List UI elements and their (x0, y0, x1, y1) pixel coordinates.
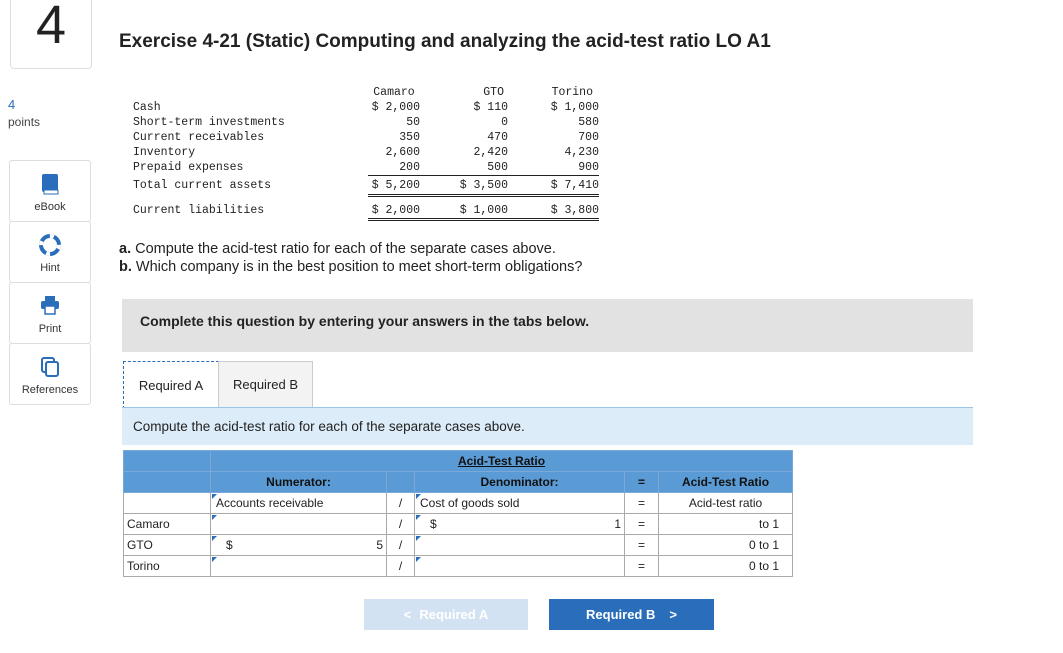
printer-icon (39, 295, 61, 320)
cell-value: 900 (508, 160, 599, 176)
denominator-input[interactable] (415, 556, 625, 577)
hint-button[interactable] (9, 221, 91, 283)
prev-label: Required A (419, 607, 489, 622)
financial-data-table (133, 85, 599, 221)
cell-value: $ 7,410 (508, 176, 599, 196)
ebook-label: eBook (34, 201, 66, 213)
row-label: Short-term investments (133, 116, 285, 129)
equals: = (625, 514, 659, 535)
cell-value: $ 110 (473, 101, 508, 114)
cell-value: 50 (406, 116, 420, 129)
row-label: Total current assets (133, 179, 272, 192)
header-camaro: Camaro (373, 86, 415, 99)
numerator-label-input[interactable]: Accounts receivable (211, 493, 387, 514)
equals: = (625, 535, 659, 556)
cell-value: 2,600 (385, 146, 420, 159)
equals: = (625, 556, 659, 577)
company-label: Camaro (124, 514, 211, 535)
row-label: Prepaid expenses (133, 161, 244, 175)
slash: / (387, 556, 415, 577)
print-label: Print (38, 323, 62, 335)
numerator-input[interactable] (211, 514, 387, 535)
question-a (119, 241, 556, 257)
question-b (119, 259, 582, 275)
cell-value: 700 (578, 131, 599, 144)
chevron-right-icon: > (669, 607, 677, 622)
row-label: Inventory (133, 146, 196, 159)
lifebuoy-icon (39, 234, 61, 261)
points-label: points (8, 115, 41, 129)
cell-value: $ 1,000 (420, 196, 508, 220)
numerator-input[interactable]: $ 5 (211, 535, 387, 556)
denominator-label-input[interactable]: Cost of goods sold (415, 493, 625, 514)
header-torino: Torino (551, 86, 593, 99)
denominator-header: Denominator: (415, 472, 625, 493)
cell-value: $ 1,000 (550, 101, 599, 114)
prev-required-a-button[interactable] (364, 599, 528, 630)
grid-row-gto (124, 535, 793, 556)
ebook-button[interactable] (9, 160, 91, 222)
equals: = (625, 493, 659, 514)
question-a-prefix: a. (119, 241, 132, 257)
slash: / (387, 535, 415, 556)
points-value: 4 (8, 97, 16, 112)
references-button[interactable] (9, 343, 91, 405)
cell-value: $ 3,500 (420, 176, 508, 196)
grid-row-camaro (124, 514, 793, 535)
company-label: GTO (124, 535, 211, 556)
denominator-input[interactable]: $ 1 (415, 514, 625, 535)
question-number-box (10, 0, 92, 69)
header-gto: GTO (483, 86, 504, 99)
acid-test-grid (123, 450, 793, 577)
cell-value: 500 (420, 160, 508, 176)
next-label: Required B (586, 607, 656, 622)
next-required-b-button[interactable] (549, 599, 714, 630)
hint-label: Hint (40, 262, 60, 274)
cell-value: 0 (501, 116, 508, 129)
cell-value: 470 (487, 131, 508, 144)
grid-row-torino (124, 556, 793, 577)
equals-header: = (625, 472, 659, 493)
cell-value: 350 (399, 131, 420, 144)
cell-value: $ 5,200 (368, 176, 420, 196)
print-button[interactable] (9, 282, 91, 344)
result-header: Acid-Test Ratio (659, 472, 793, 493)
row-label: Cash (133, 101, 161, 114)
question-number: 4 (35, 0, 67, 55)
slash: / (387, 493, 415, 514)
documents-icon (39, 356, 61, 383)
book-icon (40, 173, 60, 200)
tab-required-a[interactable]: Required A (123, 361, 219, 409)
cell-value: 4,230 (564, 146, 599, 159)
tab-prompt-band (122, 407, 973, 445)
cell-value: $ 3,800 (508, 196, 599, 220)
tab-required-b[interactable]: Required B (218, 361, 313, 408)
row-label: Current liabilities (133, 204, 265, 217)
exercise-title: Exercise 4-21 (Static) Computing and analyzing the acid-test ratio LO A1 (119, 31, 771, 52)
numerator-input[interactable] (211, 556, 387, 577)
tab-prompt-text: Compute the acid-test ratio for each of the separate cases above. (133, 419, 525, 434)
company-label: Torino (124, 556, 211, 577)
result-label: Acid-test ratio (659, 493, 793, 514)
denominator-input[interactable] (415, 535, 625, 556)
cell-value: $ 2,000 (371, 101, 420, 114)
ratio-result[interactable]: 0 to 1 (659, 556, 793, 577)
ratio-result[interactable]: to 1 (659, 514, 793, 535)
instruction-band (122, 299, 973, 352)
cell-value: 580 (578, 116, 599, 129)
row-label: Current receivables (133, 131, 265, 144)
question-b-text: Which company is in the best position to meet short-term obligations? (135, 259, 583, 275)
cell-value: 2,420 (473, 146, 508, 159)
cell-value: $ 2,000 (368, 196, 420, 220)
instruction-text: Complete this question by entering your answers in the tabs below. (140, 313, 590, 329)
grid-title: Acid-Test Ratio (211, 451, 793, 472)
ratio-result[interactable]: 0 to 1 (659, 535, 793, 556)
cell-value: 200 (368, 160, 420, 176)
question-b-prefix: b. (119, 259, 132, 275)
references-label: References (21, 384, 79, 396)
chevron-left-icon: < (403, 607, 412, 622)
question-a-text: Compute the acid-test ratio for each of the separate cases above. (135, 241, 556, 257)
numerator-header: Numerator: (211, 472, 387, 493)
slash: / (387, 514, 415, 535)
